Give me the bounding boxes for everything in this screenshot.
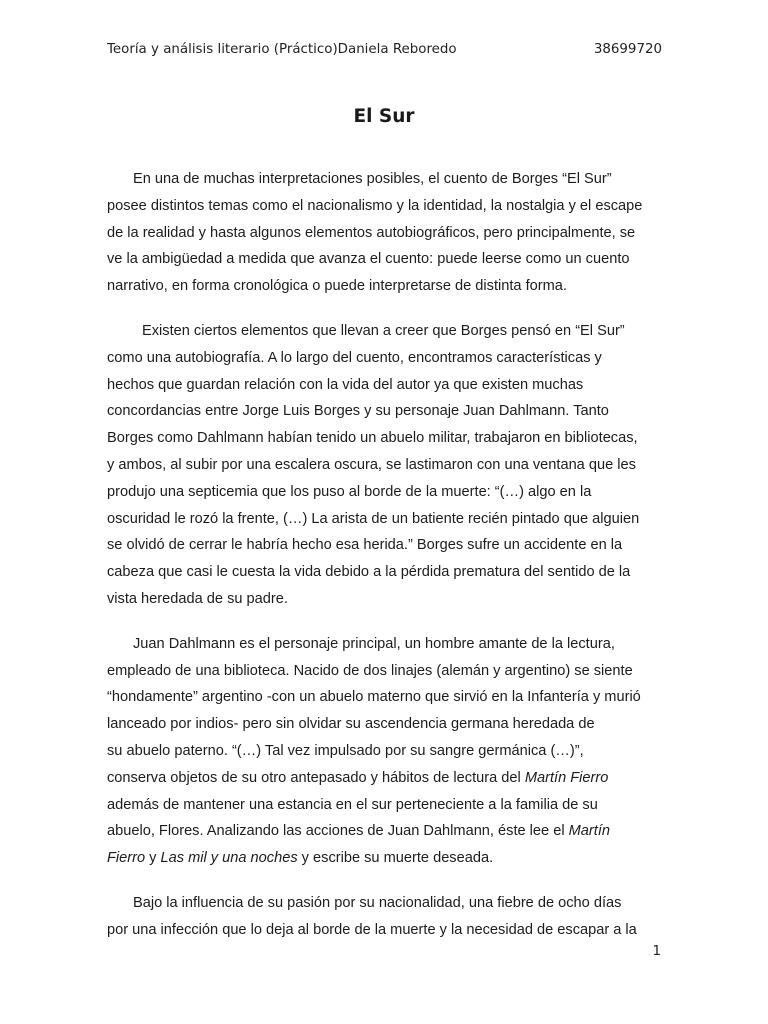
text-line: como una autobiografía. A lo largo del cuento, encontramos características y [107, 349, 602, 366]
line-text: y escribe su muerte deseada. [297, 850, 494, 867]
document-title: El Sur [353, 106, 415, 127]
text-line: empleado de una biblioteca. Nacido de dos linajes (alemán y argentino) se siente [107, 662, 633, 679]
book-title-italic: Las mil y una noches [160, 850, 298, 867]
text-line: ve la ambigüedad a medida que avanza el cuento: puede leerse como un cuento [107, 251, 630, 268]
text-line: hechos que guardan relación con la vida del autor ya que existen muchas [107, 376, 584, 393]
line-text: conserva objetos de su otro antepasado y hábitos de lectura del [107, 769, 525, 786]
paragraph-2 [107, 318, 667, 613]
text-line [107, 845, 667, 872]
text-line: por una infección que lo deja al borde de la muerte y la necesidad de escapar a la [107, 921, 637, 938]
paragraph-3 [107, 631, 667, 872]
text-line: vista heredada de su padre. [107, 590, 288, 607]
book-title-italic: Martín [568, 823, 610, 840]
page-number: 1 [652, 944, 661, 959]
header-student-id: 38699720 [593, 42, 662, 57]
text-line: En una de muchas interpretaciones posibles, el cuento de Borges “El Sur” [133, 171, 612, 187]
text-line: “hondamente” argentino -con un abuelo materno que sirvió en la Infantería y murió [107, 689, 641, 706]
text-line: posee distintos temas como el nacionalismo y la identidad, la nostalgia y el escape [107, 197, 643, 214]
text-line: oscuridad le rozó la frente, (…) La arista de un batiente recién pintado que alguien [107, 510, 640, 527]
text-line: y ambos, al subir por una escalera oscura, se lastimaron con una ventana que les [107, 456, 636, 473]
page-header [107, 42, 662, 64]
text-line: Juan Dahlmann es el personaje principal, un hombre amante de la lectura, [133, 635, 615, 652]
text-line: cabeza que casi le cuesta la vida debido a la pérdida prematura del sentido de la [107, 564, 631, 581]
text-line: concordancias entre Jorge Luis Borges y su personaje Juan Dahlmann. Tanto [107, 403, 609, 420]
book-title-italic: Fierro [107, 850, 146, 867]
line-text: y [145, 850, 161, 867]
paragraph-4 [107, 890, 667, 944]
text-line [107, 818, 667, 845]
text-line: su abuelo paterno. “(…) Tal vez impulsado por su sangre germánica (…)”, [107, 742, 584, 759]
line-text: abuelo, Flores. Analizando las acciones de Juan Dahlmann, éste lee el [107, 823, 569, 840]
text-line: de la realidad y hasta algunos elementos autobiográficos, pero principalmente, se [107, 224, 636, 241]
text-line: Borges como Dahlmann habían tenido un abuelo militar, trabajaron en bibliotecas, [107, 430, 638, 447]
text-line: se olvidó de cerrar le habría hecho esa herida.” Borges sufre un accidente en la [107, 537, 623, 554]
text-line: produjo una septicemia que los puso al borde de la muerte: “(…) algo en la [107, 483, 592, 500]
text-line: narrativo, en forma cronológica o puede interpretarse de distinta forma. [107, 278, 567, 295]
text-line: Bajo la influencia de su pasión por su nacionalidad, una fiebre de ocho días [133, 894, 622, 911]
book-title-italic: Martín Fierro [524, 769, 609, 786]
text-line: además de mantener una estancia en el sur perteneciente a la familia de su [107, 796, 598, 813]
paragraph-1 [107, 166, 667, 300]
header-course-author: Teoría y análisis literario (Práctico)Daniela Reboredo [107, 42, 457, 57]
document-body [107, 166, 667, 962]
text-line: lanceado por indios- pero sin olvidar su ascendencia germana heredada de [107, 716, 595, 733]
text-line [107, 765, 667, 792]
text-line: Existen ciertos elementos que llevan a creer que Borges pensó en “El Sur” [142, 322, 625, 339]
